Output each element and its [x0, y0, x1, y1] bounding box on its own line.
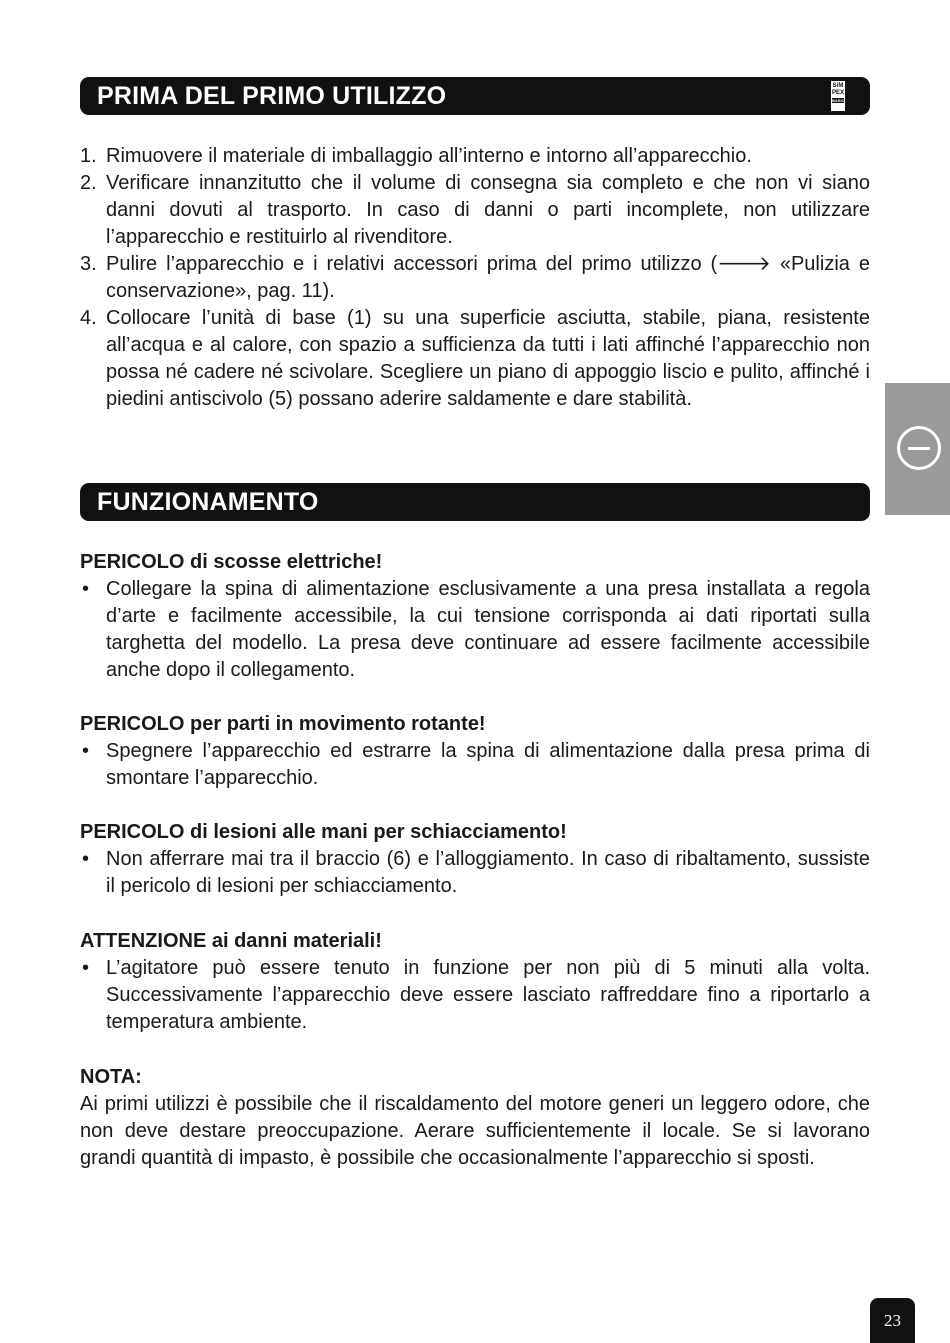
list-item: • Non afferrare mai tra il braccio (6) e l’alloggiamento. In caso di ribaltamento, sussiste il pericolo di lesioni per schiacciamento.	[80, 846, 870, 900]
note-heading: NOTA:	[80, 1066, 142, 1088]
warning-heading: PERICOLO di scosse elettriche!	[80, 551, 383, 573]
section-header-prima-del-primo-utilizzo	[80, 77, 870, 115]
note	[80, 1064, 870, 1172]
section-title: FUNZIONAMENTO	[97, 487, 319, 516]
list-item: • Spegnere l’apparecchio ed estrarre la spina di alimentazione dalla presa prima di smontare l’apparecchio.	[80, 738, 870, 792]
warning-crushing	[80, 819, 870, 900]
warning-electric-shock	[80, 549, 870, 684]
list-item: 1. Rimuovere il materiale di imballaggio all’interno e intorno all’apparecchio.	[80, 145, 752, 167]
language-tab-i-icon	[897, 426, 941, 470]
list-item: 4. Collocare l’unità di base (1) su una superficie asciutta, stabile, piana, resistente all’acqua e al calore, con spazio a sufficienza da tutti i lati affinché l’apparecchio non possa né cadere né scivolare. Scegliere un piano di appoggio liscio e pulito, affinché i piedini antiscivolo (5) possano aderire saldamente e dare stabilità.	[80, 307, 870, 410]
simpex-basic-logo-icon: SiM PEX BASIC	[831, 81, 845, 111]
section-title: PRIMA DEL PRIMO UTILIZZO	[97, 81, 447, 110]
page-number: 23	[870, 1298, 915, 1343]
note-text: Ai primi utilizzi è possibile che il riscaldamento del motore generi un leggero odore, che non deve destare preoccupazione. Aerare sufficientemente il locale. Se si lavorano grandi quantità di impasto, è possibile che occasionalmente l’apparecchio si sposti.	[80, 1093, 870, 1169]
list-item: 2. Verificare innanzitutto che il volume di consegna sia completo e che non vi siano danni dovuti al trasporto. In caso di danni o parti incomplete, non utilizzare l’apparecchio e restituirlo al rivenditore.	[80, 172, 870, 248]
language-tab	[885, 383, 950, 515]
warning-heading: ATTENZIONE ai danni materiali!	[80, 930, 382, 952]
warning-heading: PERICOLO di lesioni alle mani per schiacciamento!	[80, 821, 567, 843]
warning-heading: PERICOLO per parti in movimento rotante!	[80, 713, 486, 735]
warning-rotating-parts	[80, 711, 870, 792]
setup-steps	[80, 143, 870, 413]
list-item: • L’agitatore può essere tenuto in funzione per non più di 5 minuti alla volta. Successivamente l’apparecchio deve essere lasciato raffreddare fino a riportarlo a temperatura ambiente.	[80, 955, 870, 1036]
list-item: 3. Pulire l’apparecchio e i relativi accessori prima del primo utilizzo (🡒 «Pulizia e conservazione», pag. 11).	[80, 253, 870, 302]
section-header-funzionamento	[80, 483, 870, 521]
list-item: • Collegare la spina di alimentazione esclusivamente a una presa installata a regola d’arte e facilmente accessibile, la cui tensione corrisponda ai dati riportati sulla targhetta del modello. La presa deve continuare ad essere facilmente accessibile anche dopo il collegamento.	[80, 576, 870, 684]
warning-material-damage	[80, 928, 870, 1036]
